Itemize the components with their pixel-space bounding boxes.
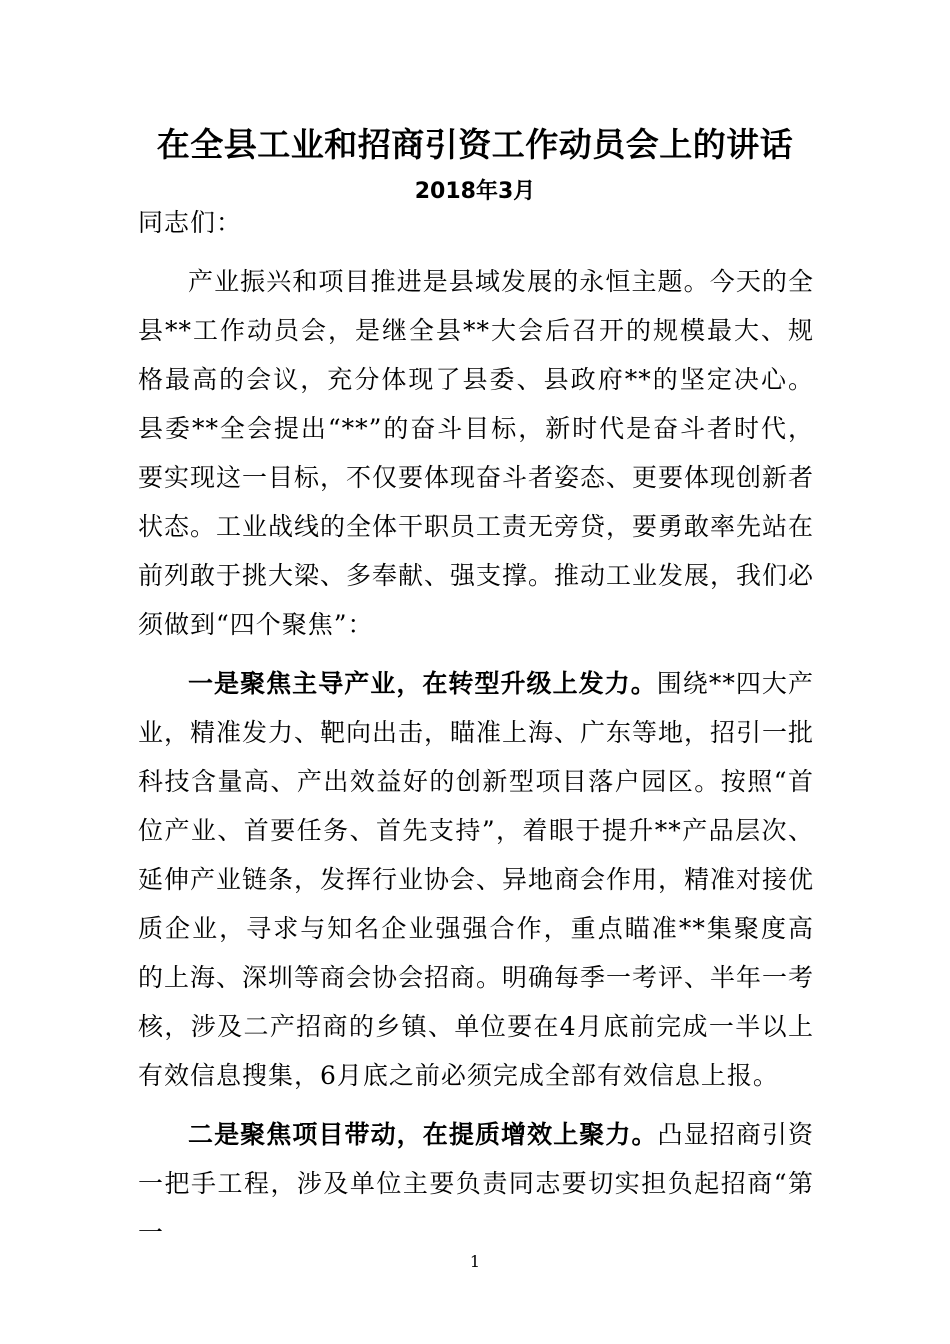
paragraph-focus-industry [138,659,814,1100]
paragraph-lead: 二是聚焦项目带动，在提质增效上聚力。 [188,1120,658,1149]
paragraph-text: 产业振兴和项目推进是县域发展的永恒主题。今天的全县**工作动员会，是继全县**大会后召开的规模最大、规格最高的会议，充分体现了县委、县政府**的坚定决心。县委**全会提出“**”的奋斗目标，新时代是奋斗者时代，要实现这一目标，不仅要体现奋斗者姿态、更要体现创新者状态。工业战线的全体干职员工责无旁贷，要勇敢率先站在前列敢于挑大梁、多奉献、强支撑。推动工业发展，我们必须做到“四个聚焦”： [138,267,815,639]
document-date: 2018年3月 [414,179,536,204]
document-title: 在全县工业和招商引资工作动员会上的讲话 [156,125,794,164]
paragraph-focus-projects [138,1110,814,1257]
salutation: 同志们： [138,208,243,237]
paragraph-text: 围绕**四大产业，精准发力、靶向出击，瞄准上海、广东等地，招引一批科技含量高、产出效益好的创新型项目落户园区。按照“首位产业、首要任务、首先支持”，着眼于提升**产品层次、延伸产业链条，发挥行业协会、异地商会作用，精准对接优质企业，寻求与知名企业强强合作，重点瞄准**集聚度高的上海、深圳等商会协会招商。明确每季一考评、半年一考核，涉及二产招商的乡镇、单位要在4月底前完成一半以上有效信息搜集，6月底之前必须完成全部有效信息上报。 [138,669,815,1090]
document-body [138,198,814,1267]
paragraph-text: 凸显招商引资一把手工程，涉及单位主要负责同志要切实担负起招商“第一 [138,1120,814,1247]
paragraph-intro [138,257,814,649]
paragraph-lead: 一是聚焦主导产业，在转型升级上发力。 [188,669,657,698]
page-number: 1 [469,1252,481,1271]
